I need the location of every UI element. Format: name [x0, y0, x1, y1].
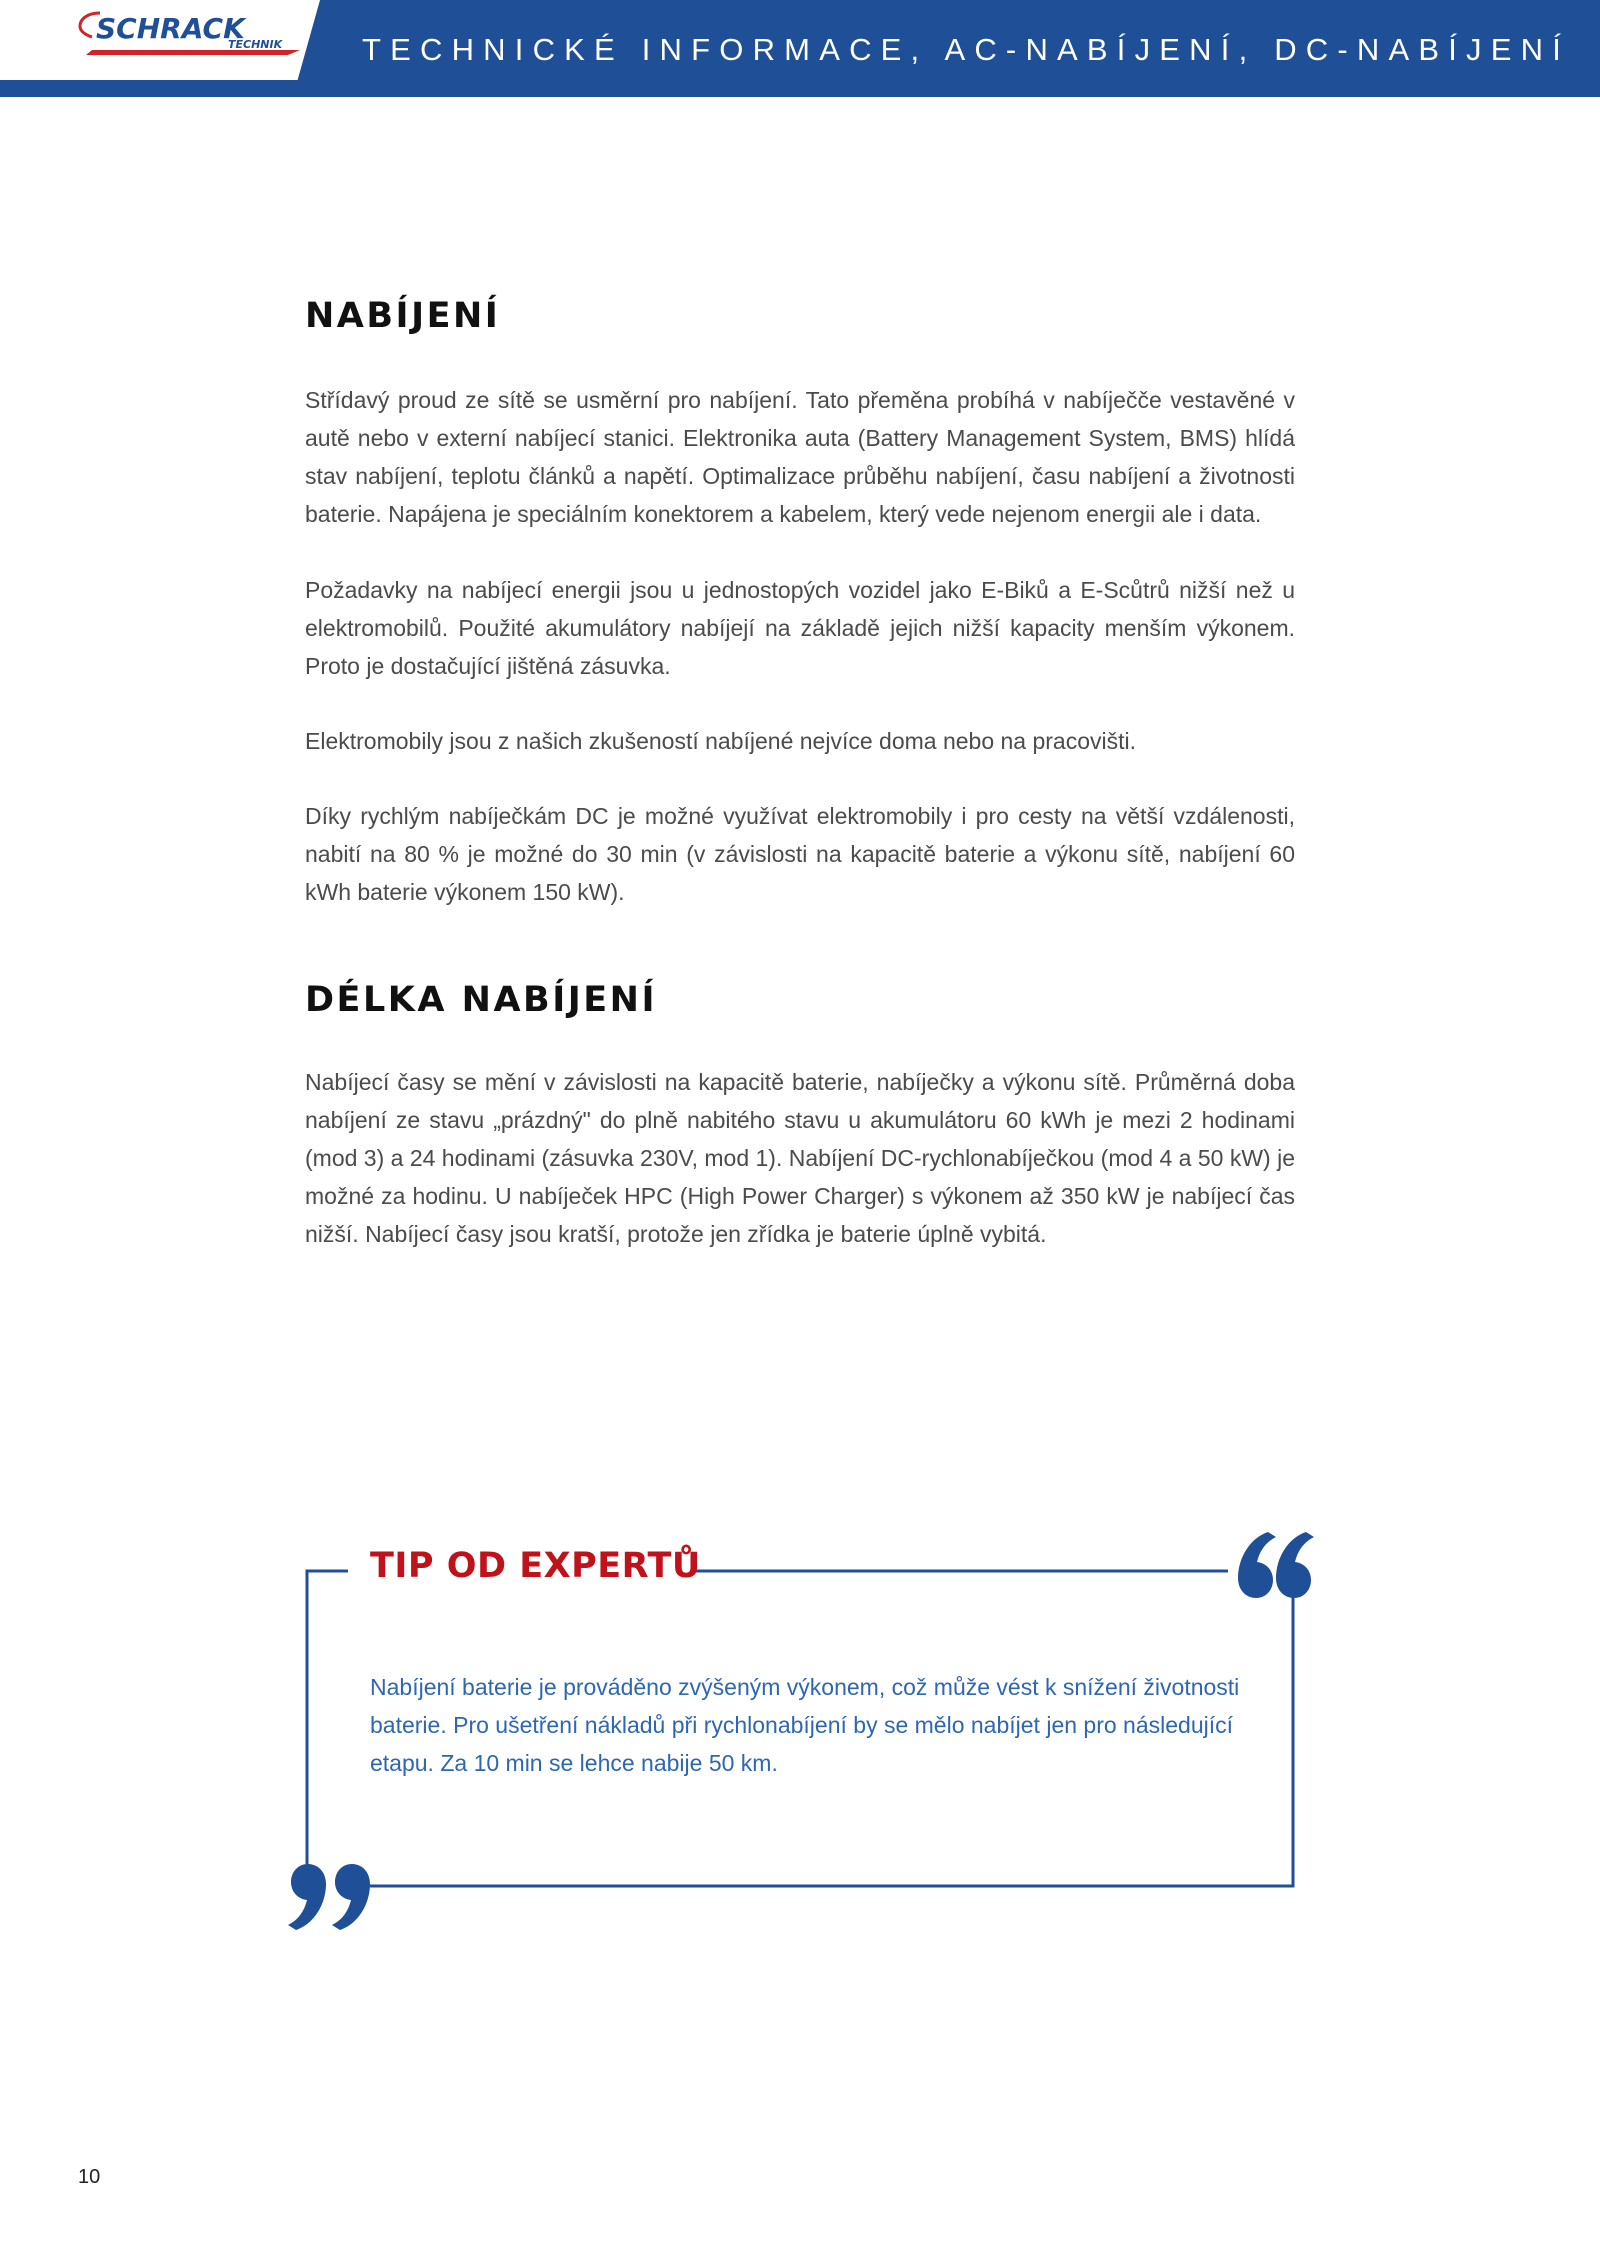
section-heading-delka: DÉLKA NABÍJENÍ: [305, 980, 657, 1020]
schrack-logo: [78, 10, 308, 60]
paragraph: Požadavky na nabíjecí energii jsou u jednostopých vozidel jako E-Biků a E-Scůtrů nižší než u elektromobilů. Použité akumulátory nabíjejí na základě jejich nižší kapacity menším výkonem. Proto je dostačující jištěná zásuvka.: [305, 577, 1295, 679]
close-quote-icon: [288, 1864, 370, 1930]
tip-title: TIP OD EXPERTŮ: [370, 1546, 701, 1586]
page-number: 10: [78, 2166, 101, 2188]
logo-main-text: SCHRACK: [96, 12, 245, 45]
paragraph: Nabíjecí časy se mění v závislosti na kapacitě baterie, nabíječky a výkonu sítě. Průměrná doba nabíjení ze stavu „prázdný" do plně nabitého stavu u akumulátoru 60 kWh je mezi 2 hodinami (mod 3) a 24 hodinami (zásuvka 230V, mod 1). Nabíjení DC-rychlonabíječkou (mod 4 a 50 kW) je možné za hodinu. U nabíječek HPC (High Power Charger) s výkonem až 350 kW je nabíjecí čas nižší. Nabíjecí časy jsou kratší, protože jen zřídka je baterie úplně vybitá.: [305, 1069, 1295, 1247]
logo-panel: [0, 0, 320, 80]
logo-sub-text: TECHNIK: [228, 38, 283, 51]
section-heading-nabijeni: NABÍJENÍ: [305, 296, 501, 336]
open-quote-icon: [1238, 1532, 1314, 1598]
tip-text: Nabíjení baterie je prováděno zvýšeným výkonem, což může vést k snížení životnosti baterie. Pro ušetření nákladů při rychlonabíjení by se mělo nabíjet jen pro následující etapu. Za 10 min se lehce nabije 50 km.: [370, 1674, 1240, 1776]
paragraph: Střídavý proud ze sítě se usměrní pro nabíjení. Tato přeměna probíhá v nabíječče vestavěné v autě nebo v externí nabíjecí stanici. Elektronika auta (Battery Management System, BMS) hlídá stav nabíjení, teplotu článků a napětí. Optimalizace průběhu nabíjení, času nabíjení a životnosti baterie. Napájena je speciálním konektorem a kabelem, který vede nejenom energii ale i data.: [305, 387, 1295, 527]
paragraph: Díky rychlým nabíječkám DC je možné využívat elektromobily i pro cesty na větší vzdálenosti, nabití na 80 % je možné do 30 min (v závislosti na kapacitě baterie a výkonu sítě, nabíjení 60 kWh baterie výkonem 150 kW).: [305, 803, 1295, 905]
paragraph: Elektromobily jsou z našich zkušeností nabíjené nejvíce doma nebo na pracovišti.: [305, 728, 1137, 754]
page-header: [0, 0, 1600, 97]
header-title: TECHNICKÉ INFORMACE, AC-NABÍJENÍ, DC-NABÍJENÍ: [362, 32, 1571, 67]
